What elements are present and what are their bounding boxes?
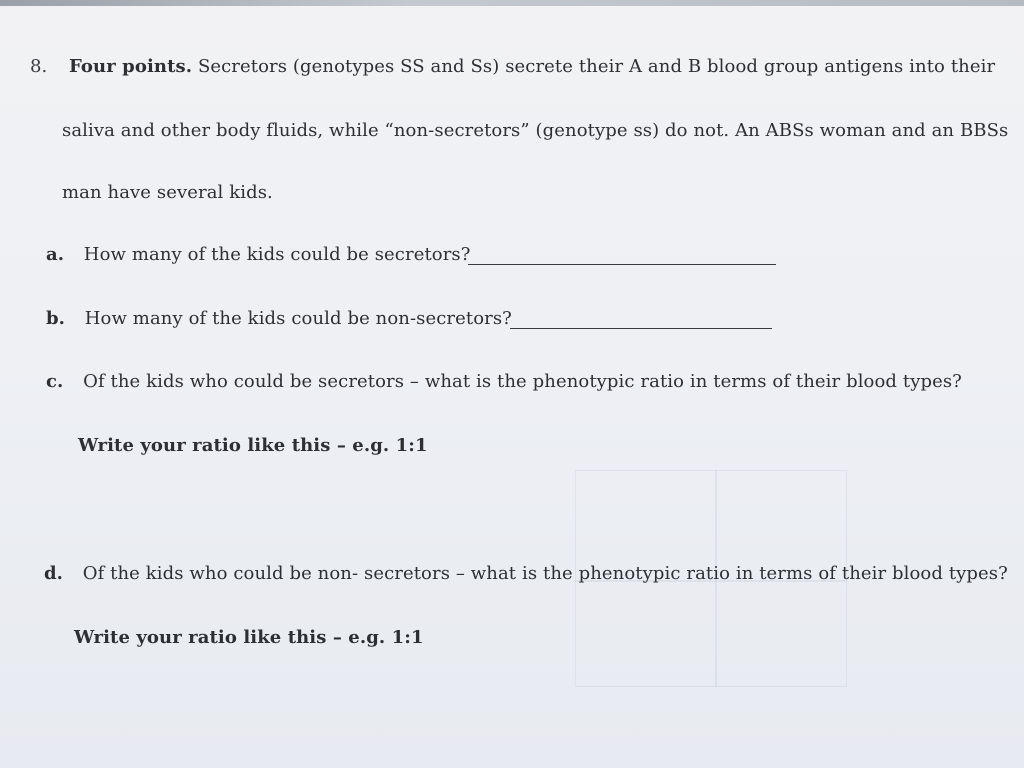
- paper-top-edge: [0, 0, 1024, 6]
- question-text-line-1: Secretors (genotypes SS and Ss) secrete their A and B blood group antigens into their: [197, 56, 996, 77]
- part-a-answer-line[interactable]: [468, 264, 776, 265]
- part-a: [46, 244, 471, 265]
- question-number: 8.: [30, 56, 48, 77]
- part-b-answer-line[interactable]: [510, 328, 772, 329]
- part-b-letter: b.: [46, 308, 66, 329]
- question-points: Four points.: [69, 56, 193, 77]
- part-a-question: How many of the kids could be secretors?: [83, 244, 471, 265]
- part-d-letter: d.: [44, 563, 64, 584]
- part-c: [46, 371, 962, 392]
- question-text-line-3: man have several kids.: [62, 182, 273, 203]
- part-d-question: Of the kids who could be non- secretors – what is the phenotypic ratio in terms of their blood types?: [82, 563, 1008, 584]
- question-line-1: [30, 56, 995, 77]
- part-c-instruction: Write your ratio like this – e.g. 1:1: [78, 435, 428, 456]
- part-b-question: How many of the kids could be non-secretors?: [84, 308, 512, 329]
- part-a-letter: a.: [46, 244, 65, 265]
- question-text-line-2: saliva and other body fluids, while “non-secretors” (genotype ss) do not. An ABSs woman and an BBSs: [62, 120, 1009, 141]
- part-d: [44, 563, 1008, 584]
- part-d-instruction: Write your ratio like this – e.g. 1:1: [74, 627, 424, 648]
- part-b: [46, 308, 512, 329]
- part-c-question: Of the kids who could be secretors – what is the phenotypic ratio in terms of their blood types?: [83, 371, 962, 392]
- part-c-letter: c.: [46, 371, 64, 392]
